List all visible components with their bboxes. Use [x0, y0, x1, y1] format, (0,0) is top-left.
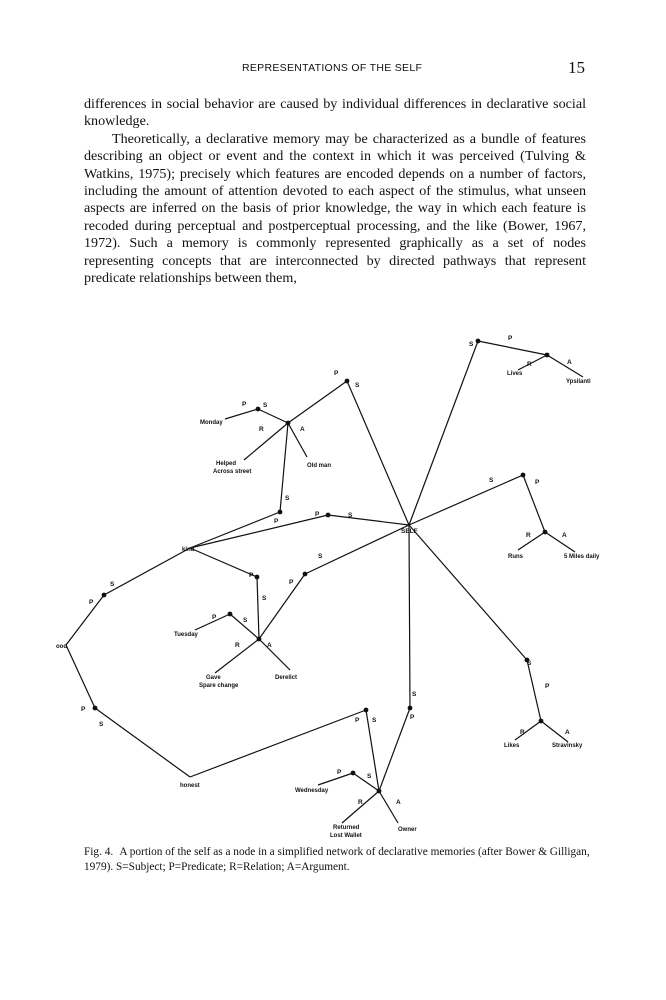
link-label-p: P [89, 599, 94, 606]
edge [259, 639, 290, 670]
page-number: 15 [568, 58, 585, 77]
node-label-likes: Likes [504, 743, 520, 749]
figure-caption-text: A portion of the self as a node in a simplified network of declarative memories (after Bower & Gilligan, 1979). S=Subject; P=Predicate; R=Relation; A=Argument. [84, 846, 590, 873]
link-label-p: P [249, 572, 254, 579]
link-label-p: P [334, 370, 339, 377]
edge [545, 532, 575, 552]
link-label-s: S [469, 341, 474, 348]
link-label-p: P [545, 683, 550, 690]
link-label-s: S [262, 595, 267, 602]
link-label-r: R [235, 642, 240, 649]
node-dot [93, 706, 98, 711]
node-label-lives: Lives [507, 371, 523, 377]
node-label-returned: Returned [333, 825, 360, 831]
link-label-p: P [508, 335, 513, 342]
link-label-r: R [259, 426, 264, 433]
link-label-p: P [337, 769, 342, 776]
link-label-p: P [212, 614, 217, 621]
node-label-good: ood [56, 644, 67, 650]
node-dot [228, 612, 233, 617]
node-dot [377, 789, 382, 794]
network-figure [0, 325, 666, 850]
edge [518, 532, 545, 550]
edge [518, 355, 547, 370]
running-title: REPRESENTATIONS OF THE SELF [242, 62, 423, 74]
edge [104, 548, 190, 595]
link-label-p: P [81, 706, 86, 713]
link-label-s: S [412, 691, 417, 698]
link-label-s: S [367, 773, 372, 780]
node-label-honest: honest [180, 783, 200, 789]
edge-self-p-derelict [305, 525, 409, 574]
link-label-s: S [348, 512, 353, 519]
node-dot [278, 510, 283, 515]
link-label-p: P [242, 401, 247, 408]
link-label-s: S [243, 617, 248, 624]
node-label-stravinsky: Stravinsky [552, 743, 583, 749]
node-label-ypsilanti: Ypsilanti [566, 379, 591, 385]
node-dot [351, 771, 356, 776]
edge [379, 791, 398, 823]
figure-caption [84, 845, 594, 875]
paragraph-2: Theoretically, a declarative memory may be characterized as a bundle of features describing an object or event and the context in which it was perceived (Tulving & Watkins, 1975); precisely which features are encoded depends on a number of factors, including the amount of attention devoted to each aspect of the stimulus, what unseen aspects are inferred on the basis of prior knowledge, the way in which each feature is recoded during perceptual and postperceptual processing, and the like (Bower, 1967, 1972). Such a memory is commonly represented graphically as a set of nodes representing concepts that are interconnected by directed pathways that represent predicate relationships between them, [84, 130, 586, 287]
link-label-s: S [263, 402, 268, 409]
node-dot [476, 339, 481, 344]
edge [523, 475, 545, 532]
edge [190, 710, 366, 777]
self-node-label: SELF [401, 528, 418, 535]
edge [547, 355, 583, 377]
link-label-r: R [358, 799, 363, 806]
link-label-a: A [565, 729, 570, 736]
edge-self-p1 [347, 381, 409, 525]
link-label-a: A [300, 426, 305, 433]
link-label-s: S [318, 553, 323, 560]
link-label-s: S [489, 477, 494, 484]
node-label-lost-wallet: Lost Wallet [330, 833, 362, 839]
node-label-kind: kind [182, 547, 195, 553]
link-label-s: S [372, 717, 377, 724]
link-labels [81, 335, 572, 806]
node-dot [303, 572, 308, 577]
edge [190, 548, 257, 577]
node-label-derelict: Derelict [275, 675, 298, 681]
running-head [0, 58, 666, 78]
edge-self-p-owner [409, 525, 410, 708]
link-label-s: S [285, 495, 290, 502]
edge [379, 708, 410, 791]
node-dot [256, 407, 261, 412]
link-label-s: S [99, 721, 104, 728]
edge-self-p-runs [409, 475, 523, 525]
node-dot [286, 421, 291, 426]
edge-self-p-likes [409, 525, 527, 660]
edge [66, 595, 104, 645]
edge [225, 409, 258, 419]
node-label-across-street: Across street [213, 469, 252, 475]
node-label-spare-change: Spare change [199, 683, 239, 689]
paragraph-1: differences in social behavior are caused by individual differences in declarative social knowledge. [84, 96, 586, 130]
edge [527, 660, 541, 721]
node-dot [521, 473, 526, 478]
link-label-a: A [267, 642, 272, 649]
link-label-s: S [355, 382, 360, 389]
edge [541, 721, 568, 742]
network-diagram [0, 325, 666, 850]
node-dot [408, 706, 413, 711]
link-label-s: S [110, 581, 115, 588]
node-label-owner: Owner [398, 827, 417, 833]
edge-self-p-kind [328, 515, 409, 525]
node-dot [539, 719, 544, 724]
node-dot [345, 379, 350, 384]
node-dot [257, 637, 262, 642]
node-dot [255, 575, 260, 580]
network-edges [66, 341, 583, 823]
link-label-p: P [535, 479, 540, 486]
edge [478, 341, 547, 355]
edge-self-p-ypsilanti [409, 341, 478, 525]
node-label-old-man: Old man [307, 463, 332, 469]
node-dot [545, 353, 550, 358]
link-label-a: A [567, 359, 572, 366]
edge [353, 773, 379, 791]
edge [244, 423, 288, 460]
node-dot [364, 708, 369, 713]
edge [257, 577, 259, 639]
node-label-wednesday: Wednesday [295, 788, 329, 794]
body-text [84, 96, 586, 287]
link-label-p: P [355, 717, 360, 724]
edge [288, 381, 347, 423]
node-dot [543, 530, 548, 535]
node-dot [326, 513, 331, 518]
node-dot [102, 593, 107, 598]
link-label-a: A [562, 532, 567, 539]
node-label-tuesday: Tuesday [174, 632, 198, 638]
link-label-p: P [315, 511, 320, 518]
node-label-monday: Monday [200, 420, 223, 426]
node-labels [56, 371, 600, 839]
link-label-p: P [274, 518, 279, 525]
link-label-a: A [396, 799, 401, 806]
figure-caption-label: Fig. 4. [84, 846, 114, 858]
edge [318, 773, 353, 785]
link-label-r: R [526, 532, 531, 539]
edge [258, 409, 288, 423]
link-label-s: S [527, 660, 532, 667]
node-label-five-miles-daily: 5 Miles daily [564, 554, 600, 560]
edge [515, 721, 541, 740]
node-label-gave: Gave [206, 675, 221, 681]
link-label-p: P [289, 579, 294, 586]
link-label-r: R [520, 729, 525, 736]
node-label-helped: Helped [216, 461, 237, 467]
edge [95, 708, 190, 777]
edge [66, 645, 95, 708]
link-label-r: R [527, 361, 532, 368]
link-label-p: P [410, 714, 415, 721]
edge [342, 791, 379, 823]
edge [259, 574, 305, 639]
node-label-runs: Runs [508, 554, 523, 560]
